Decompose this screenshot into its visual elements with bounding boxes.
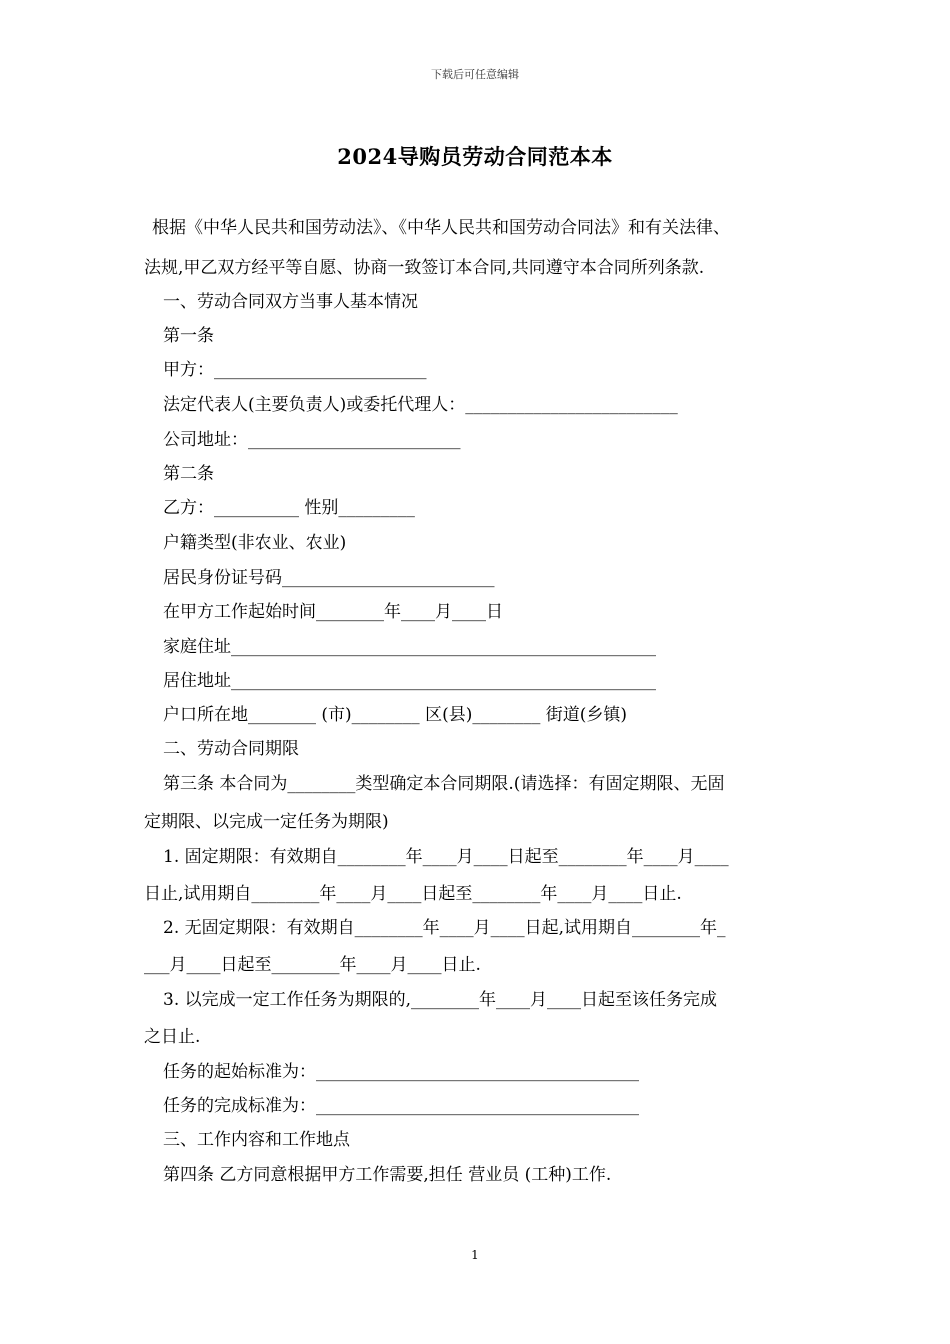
home-address-field: 家庭住址__________________________________________________ <box>163 637 656 657</box>
party-a-field: 甲方：_________________________ <box>163 360 427 380</box>
fixed-term-line-2: 日止,试用期自________年____月____日起至________年____月____日止. <box>144 884 682 904</box>
intro-line-2: 法规,甲乙双方经平等自愿、协商一致签订本合同,共同遵守本合同所列条款. <box>144 258 705 278</box>
task-start-standard-field: 任务的起始标准为：______________________________________ <box>163 1062 639 1082</box>
party-b-field: 乙方：__________ 性别_________ <box>163 498 415 518</box>
legal-representative-field: 法定代表人(主要负责人)或委托代理人：_________________________ <box>163 395 678 415</box>
hukou-type-line: 户籍类型(非农业、农业) <box>163 533 347 553</box>
section-1-heading: 一、劳动合同双方当事人基本情况 <box>163 292 418 312</box>
article-2: 第二条 <box>163 464 214 484</box>
residence-address-field: 居住地址__________________________________________________ <box>163 671 656 691</box>
article-4: 第四条 乙方同意根据甲方工作需要,担任 营业员 (工种)工作. <box>163 1165 612 1185</box>
open-term-line-1: 2. 无固定期限：有效期自________年____月____日起,试用期自________年_ <box>163 918 726 938</box>
section-2-heading: 二、劳动合同期限 <box>163 739 299 759</box>
page-title: 2024导购员劳动合同范本本 <box>337 144 613 169</box>
start-time-field: 在甲方工作起始时间________年____月____日 <box>163 602 503 622</box>
page-header-note: 下载后可任意编辑 <box>431 68 519 81</box>
task-end-standard-field: 任务的完成标准为：______________________________________ <box>163 1096 639 1116</box>
page-number: 1 <box>471 1248 479 1262</box>
task-term-line-1: 3. 以完成一定工作任务为期限的,________年____月____日起至该任务完成 <box>163 990 718 1010</box>
intro-line-1: 根据《中华人民共和国劳动法》、《中华人民共和国劳动合同法》和有关法律、 <box>152 218 730 238</box>
id-number-field: 居民身份证号码_________________________ <box>163 568 495 588</box>
fixed-term-line-1: 1. 固定期限：有效期自________年____月____日起至________年____月____ <box>163 847 729 867</box>
article-3-line-1: 第三条 本合同为________类型确定本合同期限.(请选择：有固定期限、无固 <box>163 774 725 794</box>
open-term-line-2: ___月____日起至________年____月____日止. <box>144 955 481 975</box>
article-1: 第一条 <box>163 326 214 346</box>
task-term-line-2: 之日止. <box>144 1027 201 1047</box>
company-address-field: 公司地址：_________________________ <box>163 430 461 450</box>
section-3-heading: 三、工作内容和工作地点 <box>163 1130 350 1150</box>
hukou-location-field: 户口所在地________ (市)________ 区(县)________ 街道(乡镇) <box>163 705 628 725</box>
article-3-line-2: 定期限、以完成一定任务为期限) <box>144 812 389 832</box>
